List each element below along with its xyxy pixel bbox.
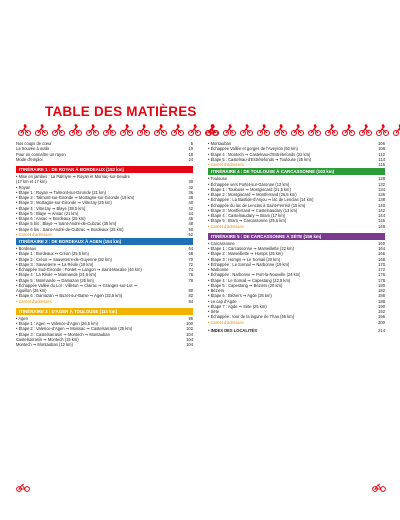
toc-entry-title: Mode d'emploi [16,156,43,162]
toc-entry-page: 128 [378,176,385,182]
toc-entry-title: Aiguillon (35 km) [16,288,47,293]
toc-entry-page: 178 [378,277,385,283]
toc-entry-title: • Étape 3 : Sauveterre ➞ La Réole (19 km) [16,261,94,267]
toc-entry-page: 40 [188,200,193,206]
toc-entry-title: • Étape 2 : Marseillette ➞ Homps (26 km) [208,251,283,257]
page-title: TABLE DES MATIÈRES [45,104,197,119]
toc-entry-page: 200 [378,319,385,325]
toc-entry-page: 104 [186,336,193,342]
toc-entry-title: • Étape 6 : Béziers ➞ Agde (26 km) [208,293,272,299]
toc-entry-page: 196 [378,314,385,320]
toc-entry-title: • Étape 1 : Toulouse ➞ Montgiscard (21,5 km) [208,186,291,192]
toc-entry-page: 172 [378,267,385,272]
cyclist-decoration-right [206,124,400,136]
toc-entry-title: • Étape 1 : Agen ➞ Valence-d'Agen (26,5 km) [16,321,99,326]
cyclist-icon [18,124,31,136]
toc-entry-title: • Échappée : Le Somail ➞ Narbonne (19 km) [208,261,290,267]
toc-entry-page: 48 [188,221,193,227]
toc-entry-title: • Étape 4 : Le Somail ➞ Capestang (22,5 km) [208,277,291,283]
cyclist-icon [137,124,150,136]
toc-entry-title: • Étape 3 : Homps ➞ Le Somail (20 km) [208,256,280,262]
toc-entry-title: • Carnet d'adresses [208,162,244,167]
toc-entry-page: 68 [188,251,193,257]
toc-entry-page: 52 [188,231,193,237]
toc-entry-title: • Étape 4 : Montech ➞ Castelnau-d'Estrétefonds (22 km) [208,151,311,157]
toc-entry-title: • Étape 4 : La Réole ➞ Marmande (21,5 km) [16,272,97,278]
toc-entry-title: • Étape 6 : Damazan ➞ Buzet-sur-Baïse ➞ Agen (32,5 km) [16,293,123,299]
toc-entry-page: 166 [378,251,385,257]
toc-entry-page: 136 [378,192,385,197]
itinerary-5-header[interactable]: ITINÉRAIRE 5 : DE CARCASSONNE À SÈTE (156 km) [208,233,385,240]
toc-entry-title: Pour en connaître un rayon [16,151,66,157]
toc-entry-title: • Étape 3 : Castelsarrasin ➞ Montech ➞ Montauban [16,331,110,337]
toc-entry-page: 148 [378,223,385,229]
toc-entry-title: (17 km et 17 km) [16,179,47,185]
toc-entry-title: • Étape 3 : Mortagne-sur-Gironde ➞ Vitrezay (25 km) [16,200,112,206]
toc-entry-page: 50 [188,226,193,232]
toc-entry-title: • Étape 2 : Talmont-sur-Gironde ➞ Mortagne-sur-Gironde (18 km) [16,195,135,200]
toc-entry-page: 82 [188,293,193,299]
cyclist-icon [240,124,253,136]
toc-entry-page: 134 [378,186,385,192]
toc-entry-title: • Carnet d'adresses [208,319,244,325]
toc-entry-title: • Étape 3 : Montferrand ➞ Castelnaudary (13 km) [208,207,298,213]
toc-entry-page: 24 [188,156,193,162]
toc-entry-title: • Narbonne [208,267,229,272]
cyclist-icon [120,124,133,136]
cyclist-icon [86,124,99,136]
toc-entry-page: 104 [186,331,193,337]
toc-entry-title: • Échappée : tour de la lagune de Thau (55 km) [208,314,295,320]
toc-entry-title: • Échappée Sud-Gironde : Fontet ➞ Langon ➞ Saint-Macaire (40 km) [16,267,142,272]
toc-entry-title: • Sète [208,309,219,314]
toc-entry-page: 116 [378,162,385,167]
itinerary-4-header[interactable]: ITINÉRAIRE 4 : DE TOULOUSE À CARCASSONNE (103 km) [208,168,385,175]
toc-entry-title: • Le cap d'Agde [208,298,237,304]
toc-entry-page: 182 [378,288,385,293]
toc-entry-page: 96 [188,315,193,321]
toc-entry-page: 146 [378,218,385,224]
cyclist-icon [69,124,82,136]
toc-entry-title: La trouvée à outils [16,146,50,152]
cyclist-icon [257,124,270,136]
toc-entry-page: 42 [188,205,193,211]
cyclist-icon [291,124,304,136]
cyclist-icon [325,124,338,136]
toc-entry-page: 100 [186,321,193,326]
toc-entry-title: • Étape 1 : Royan ➞ Talmont-sur-Gironde (21 km) [16,189,106,195]
toc-entry-title: • Échappée vers Portet-sur-Garonne (12 km) [208,181,290,187]
toc-entry-page: 170 [378,261,385,267]
toc-entry-title: • Carnet d'adresses [16,298,52,304]
toc-entry-title: • Carcassonne [208,240,235,246]
toc-entry-title: • Étape 4 : Vitrezay ➞ Blaye (38,5 km) [16,205,86,211]
toc-address-entry[interactable] [208,162,385,167]
toc-entry-page: 108 [378,146,385,152]
toc-entry-page: 190 [378,303,385,309]
toc-entry-page: 102 [186,326,193,332]
cyclist-icon [171,124,184,136]
toc-entry-page: 18 [188,151,193,157]
toc-entry-page: 78 [188,277,193,283]
toc-entry-title: • Étape 5 : Marmande ➞ Damazan (25 km) [16,277,94,283]
toc-entry-title: • Toulouse [208,176,227,182]
toc-entry-page: 186 [378,293,385,299]
toc-entry-page: 72 [188,261,193,267]
toc-entry-title: • Mise en jambes : La Palmyre ➞ Royan et Mornac-sur-Seudre [16,174,130,179]
toc-entry-page: 46 [188,216,193,221]
toc-address-entry[interactable] [16,232,193,237]
toc-entry-page: 30 [188,179,193,185]
toc-entry-page: 76 [188,272,193,278]
toc-entry-title: • Étape 1 : Bordeaux ➞ Créon (25,5 km) [16,251,89,257]
itinerary-2-header[interactable]: ITINÉRAIRE 2 : DE BORDEAUX À AGEN (154 km) [16,238,193,245]
cyclist-icon [359,124,372,136]
toc-entry-page: 106 [378,141,385,146]
toc-entry-page: 176 [378,272,385,278]
toc-entry-title: • Échappée : Narbonne ➞ Port-la-Nouvelle (24 km) [208,272,301,278]
toc-left-column [16,141,193,347]
toc-index-entry[interactable] [208,328,385,333]
toc-entry-title: • Étape 5 : Blaye ➞ Ansac (21 km) [16,210,79,216]
toc-entry[interactable] [16,342,193,347]
toc-entry-title: • Carnet d'adresses [208,223,244,229]
itinerary-3-header[interactable]: ITINÉRAIRE 3 : D'AGEN À TOULOUSE (114 km) [16,308,193,315]
toc-entry-title: • Étape 7 : Agde ➞ Sète (25 km) [208,303,267,309]
toc-entry-title: • Étape 2 : Montgiscard ➞ Montferrand (26,5 km) [208,192,297,197]
toc-entry-title: Montech ➞ Montauban (12 km) [16,342,73,347]
toc-entry-title: • Agen [16,315,28,321]
toc-entry-page: 168 [378,256,385,262]
toc-entry-title: • INDEX DES LOCALITÉS [208,327,257,333]
toc-entry-page: 180 [378,282,385,288]
toc-entry-page: 64 [188,246,193,251]
toc-entry-title: • Étape 5 : Bram ➞ Carcassonne (25,5 km) [208,218,287,224]
toc-right-column [208,141,385,333]
cyclist-icon [393,124,400,136]
toc-entry-title: • Étape 2 : Créon ➞ Sauveterre-de-Guyenne (32 km) [16,256,112,262]
cyclist-icon [103,124,116,136]
toc-entry-title: • Échappée : La Bastide-d'Anjou ➞ lac de Lenclas (14 km) [208,197,314,203]
toc-entry-page: 84 [188,298,193,304]
toc-entry-title: • Étape 6 : Ansac ➞ Bordeaux (25 km) [16,216,86,221]
toc-entry-page: 138 [378,197,385,203]
cyclist-icon [342,124,355,136]
toc-entry-page: 80 [188,288,193,293]
cyclist-decoration-left [18,124,218,136]
toc-entry-title: • Étape 1 : Carcassonne ➞ Marseillette (22 km) [208,246,294,251]
toc-entry-page: 36 [188,189,193,195]
toc-entry-title: • Étape 5 bis : Blaye ➞ Saint-André-de-Cubzac (35 km) [16,221,117,227]
cyclist-icon [308,124,321,136]
toc-entry-page: 38 [188,195,193,200]
toc-entry-page: 144 [378,213,385,218]
cyclist-icon [154,124,167,136]
toc-entry-page: 114 [378,156,385,162]
toc-entry-page: 214 [378,327,385,333]
toc-entry-title: • Étape 4 : Castelnaudary ➞ Bram (17 km) [208,213,285,218]
toc-entry-page: 164 [378,246,385,251]
toc-entry-page: 140 [378,202,385,208]
toc-entry-page: 188 [378,298,385,304]
toc-entry-title: • Étape 5 : Capestang ➞ Béziers (20 km) [208,282,283,288]
cyclist-icon [376,124,389,136]
cyclist-icon [223,124,236,136]
toc-entry-title: Nos coups de cœur [16,141,52,146]
toc-entry-title: • Étape 5 : Castelnau-d'Estrétefonds ➞ Toulouse (25 km) [208,156,311,162]
toc-entry-page: 5 [190,141,193,146]
toc-entry-title: Castelsarrasin ➞ Montech (15 km) [16,336,79,342]
cyclist-icon [274,124,287,136]
toc-entry-title: • Montauban [208,141,232,146]
toc-entry-page: 160 [378,240,385,246]
toc-entry-page: 104 [186,342,193,347]
toc-entry-page: 192 [378,309,385,314]
cyclist-icon [35,124,48,136]
toc-entry-page: 32 [188,184,193,190]
toc-entry-page: 74 [188,267,193,272]
footer-bike-icon [16,482,30,492]
toc-entry-title: • Étape 6 bis : Saint-André-de-Cubzac ➞ Bordeaux (25 km) [16,226,124,232]
toc-entry-title: • Étape 2 : Valence-d'Agen ➞ Moissac ➞ Castelsarrasin (25 km) [16,326,133,332]
footer-bike-icon-right [372,482,386,492]
toc-entry-title: • Échappée Vallée et gorges de l'Aveyron (50 km) [208,146,298,152]
cyclist-icon [206,124,219,136]
toc-entry-page: 10 [188,146,193,152]
toc-entry-page: 132 [378,181,385,187]
toc-entry-title: • Carnet d'adresses [16,231,52,237]
toc-entry-title: • Échappée du lac de Lenclas à Saint-Ferréol (15 km) [208,202,306,208]
toc-entry-title: • Échappée Vallée du Lot : Villeton ➞ Clairac ➞ Granges-sur-Lot ➞ [16,282,138,288]
toc-entry-page: 142 [378,207,385,213]
cyclist-icon [188,124,201,136]
toc-entry-page: 112 [378,151,385,157]
toc-entry-page: 70 [188,256,193,262]
cyclist-icon [52,124,65,136]
toc-entry-title: • Royan [16,184,31,190]
toc-entry-title: • Béziers [208,288,225,293]
itinerary-1-header[interactable]: ITINÉRAIRE 1 : DE ROYAN À BORDEAUX (152 km) [16,166,193,173]
toc-entry-page: 44 [188,210,193,216]
toc-entry-title: • Bordeaux [16,246,37,251]
